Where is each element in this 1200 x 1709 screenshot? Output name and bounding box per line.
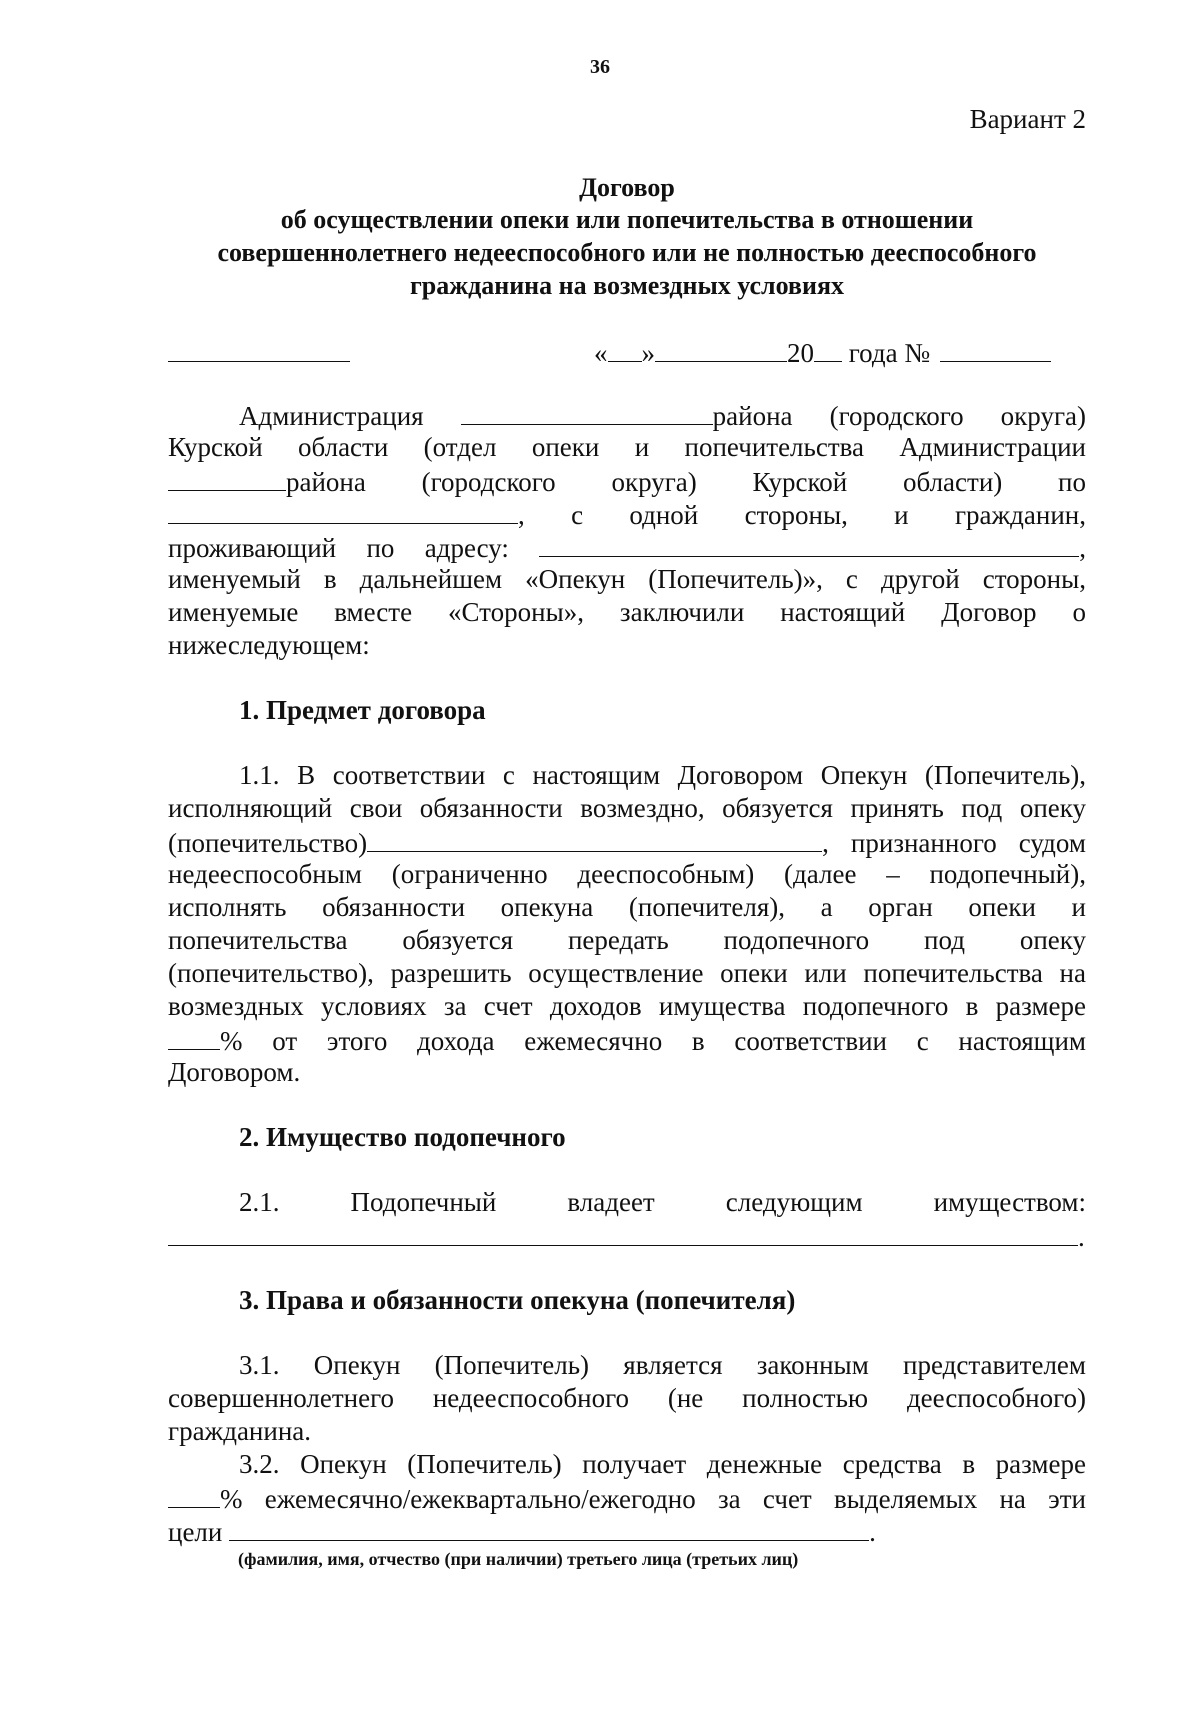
district-blank-1: [461, 398, 713, 425]
s3-p1-line-1: 3.1. Опекун (Попечитель) является законным представителем: [239, 1350, 1086, 1380]
s1-line-3-a: (попечительство): [168, 828, 368, 858]
section-2-heading: 2. Имущество подопечного: [239, 1122, 566, 1152]
s1-line-8: возмездных условиях за счет доходов имущества подопечного в размере: [168, 991, 1086, 1021]
section-3-heading: 3. Права и обязанности опекуна (попечителя): [239, 1285, 796, 1315]
title-line-4: гражданина на возмездных условиях: [409, 271, 845, 300]
s1-line-10: Договором.: [168, 1057, 301, 1087]
contract-number-blank: [940, 335, 1051, 362]
s3-p2-line-3-end: .: [869, 1517, 876, 1547]
preamble-line-4: [168, 497, 1086, 531]
preamble-district-label: района (городского округа): [712, 401, 1086, 431]
preamble-line-5-end: ,: [1079, 533, 1086, 563]
s1-line-5: исполнять обязанности опекуна (попечителя), а орган опеки и: [168, 892, 1086, 922]
district-blank-2: [168, 464, 286, 491]
percent-blank-1: [168, 1023, 220, 1050]
preamble-line-8: нижеследующем:: [168, 630, 370, 660]
title-line-3: совершеннолетнего недееспособного или не полностью дееспособного: [217, 238, 1037, 267]
preamble-address-label: проживающий по адресу:: [168, 533, 509, 563]
close-quote: »: [641, 338, 655, 368]
day-blank: [608, 335, 642, 362]
preamble-line-3-text: района (городского округа) Курской области) по: [286, 467, 1086, 497]
preamble-admin: Администрация: [239, 401, 424, 431]
page-number: 36: [590, 56, 610, 78]
s1-line-7: (попечительство), разрешить осуществление опеки или попечительства на: [168, 958, 1086, 988]
preamble-line-4-text: , с одной стороны, и гражданин,: [518, 500, 1086, 530]
s2-line-2-end: .: [1078, 1222, 1085, 1252]
s3-p2-line-2-text: % ежемесячно/ежеквартально/ежегодно за счет выделяемых на эти: [220, 1484, 1086, 1514]
preamble-line-5: [168, 530, 1086, 564]
place-blank: [168, 335, 350, 362]
s1-line-4: недееспособным (ограниченно дееспособным) (далее – подопечный),: [168, 859, 1086, 889]
preamble-line-2: Курской области (отдел опеки и попечительства Администрации: [168, 432, 1086, 462]
year-blank: [814, 335, 842, 362]
title-line-1: Договор: [579, 173, 675, 202]
year-prefix: 20: [787, 338, 814, 368]
date-line: [168, 335, 1086, 369]
s2-line-2: [168, 1219, 1086, 1253]
ward-name-blank: [367, 825, 822, 852]
preamble-line-3: [168, 464, 1086, 498]
s3-p1-line-3: гражданина.: [168, 1416, 312, 1446]
s1-line-9: [168, 1023, 1086, 1057]
preamble-line-6: именуемый в дальнейшем «Опекун (Попечитель)», с другой стороны,: [168, 564, 1086, 594]
s3-p2-line-3: [168, 1514, 1086, 1548]
preamble-line-1: [168, 398, 1086, 432]
s1-line-9-text: % от этого дохода ежемесячно в соответствии с настоящим: [220, 1026, 1086, 1056]
preamble-line-7: именуемые вместе «Стороны», заключили настоящий Договор о: [168, 597, 1086, 627]
s3-p2-line-3-a: цели: [168, 1517, 223, 1547]
s3-p1-line-2: совершеннолетнего недееспособного (не полностью дееспособного): [168, 1383, 1086, 1413]
section-1-heading: 1. Предмет договора: [239, 695, 486, 725]
third-party-blank: [229, 1514, 869, 1541]
s3-p2-line-1: 3.2. Опекун (Попечитель) получает денежные средства в размере: [239, 1449, 1086, 1479]
year-suffix: года №: [842, 338, 931, 368]
address-blank: [539, 530, 1079, 557]
s1-line-3: [168, 825, 1086, 859]
s1-line-1: 1.1. В соответствии с настоящим Договором Опекун (Попечитель),: [239, 760, 1086, 790]
variant-label: Вариант 2: [969, 104, 1086, 134]
s1-line-3-b: , признанного судом: [822, 828, 1086, 858]
s2-line-1: 2.1. Подопечный владеет следующим имуществом:: [239, 1187, 1086, 1217]
open-quote: «: [594, 338, 608, 368]
property-blank: [168, 1219, 1078, 1246]
third-party-footnote: (фамилия, имя, отчество (при наличии) третьего лица (третьих лиц): [238, 1549, 799, 1569]
s1-line-2: исполняющий свои обязанности возмездно, обязуется принять под опеку: [168, 793, 1086, 823]
title-line-2: об осуществлении опеки или попечительства в отношении: [280, 205, 974, 234]
s3-p2-line-2: [168, 1481, 1086, 1515]
s1-line-6: попечительства обязуется передать подопечного под опеку: [168, 925, 1086, 955]
percent-blank-2: [168, 1481, 220, 1508]
month-blank: [655, 335, 787, 362]
department-blank: [168, 497, 518, 524]
